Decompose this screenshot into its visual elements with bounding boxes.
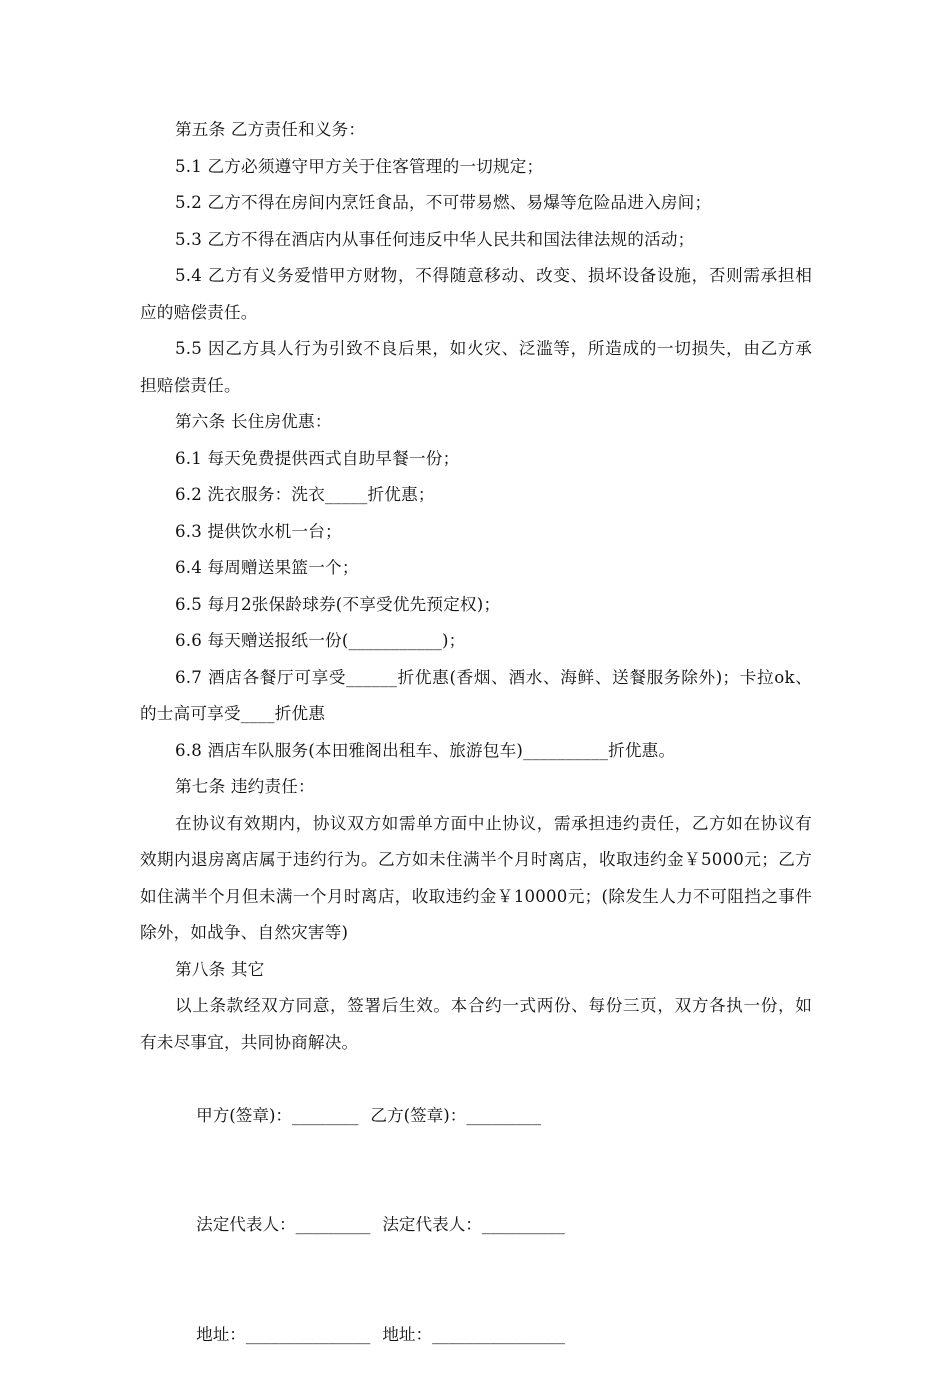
party-a-signature: 甲方(签章)：________ — [196, 1105, 359, 1125]
article-6-heading: 第六条 长住房优惠： — [175, 412, 332, 431]
clause-6-8: 6.8 酒店车队服务(本田雅阁出租车、旅游包车)__________折优惠。 — [175, 740, 676, 760]
clause-6-2: 6.2 洗衣服务：洗衣_____折优惠； — [175, 485, 435, 504]
signature-row-address — [140, 1280, 812, 1390]
article-8-heading: 第八条 其它 — [175, 959, 265, 979]
clause-5-3: 5.3 乙方不得在酒店内从事任何违反中华人民共和国法律法规的活动； — [175, 229, 695, 249]
signature-row-representative — [140, 1171, 812, 1281]
clause-6-1: 6.1 每天免费提供西式自助早餐一份； — [175, 448, 460, 468]
clause-5-1: 5.1 乙方必须遵守甲方关于住客管理的一切规定； — [175, 156, 544, 176]
clause-6-6: 6.6 每天赠送报纸一份(___________)； — [175, 631, 466, 650]
article-7-body: 在协议有效期内，协议双方如需单方面中止协议，需承担违约责任，乙方如在协议有效期内退房离店属于违约行为。乙方如未住满半个月时离店，收取违约金￥5000元；乙方如住满半个月但未满一个月时离店，收取违约金￥10000元；(除发生人力不可阻挡之事件除外，如战争、自然灾害等) — [140, 813, 812, 942]
party-b-representative: 法定代表人：__________ — [382, 1215, 565, 1234]
signature-row-party — [140, 1061, 812, 1171]
party-a-representative: 法定代表人：_________ — [196, 1215, 371, 1234]
clause-5-2: 5.2 乙方不得在房间内烹饪食品，不可带易燃、易爆等危险品进入房间； — [175, 193, 712, 212]
party-a-address: 地址：_______________ — [196, 1324, 371, 1344]
clause-5-4: 5.4 乙方有义务爱惜甲方财物，不得随意移动、改变、损坏设备设施，否则需承担相应的赔偿责任。 — [140, 266, 812, 322]
article-7-heading: 第七条 违约责任： — [175, 777, 315, 796]
clause-6-5: 6.5 每月2张保龄球券(不享受优先预定权)； — [175, 594, 501, 614]
clause-5-5: 5.5 因乙方具人行为引致不良后果，如火灾、泛滥等，所造成的一切损失，由乙方承担赔偿责任。 — [140, 339, 812, 395]
party-b-signature: 乙方(签章)：_________ — [370, 1105, 541, 1125]
clause-6-4: 6.4 每周赠送果篮一个； — [175, 558, 359, 577]
clause-6-7: 6.7 酒店各餐厅可享受______折优惠(香烟、酒水、海鲜、送餐服务除外)；卡拉ok、的士高可享受____折优惠 — [140, 667, 812, 723]
contract-page — [140, 112, 812, 1390]
clause-6-3: 6.3 提供饮水机一台； — [175, 521, 342, 541]
party-b-address: 地址：________________ — [382, 1324, 565, 1344]
article-8-body: 以上条款经双方同意，签署后生效。本合约一式两份、每份三页，双方各执一份，如有未尽事宜，共同协商解决。 — [140, 996, 812, 1052]
article-5-heading: 第五条 乙方责任和义务： — [175, 120, 366, 139]
